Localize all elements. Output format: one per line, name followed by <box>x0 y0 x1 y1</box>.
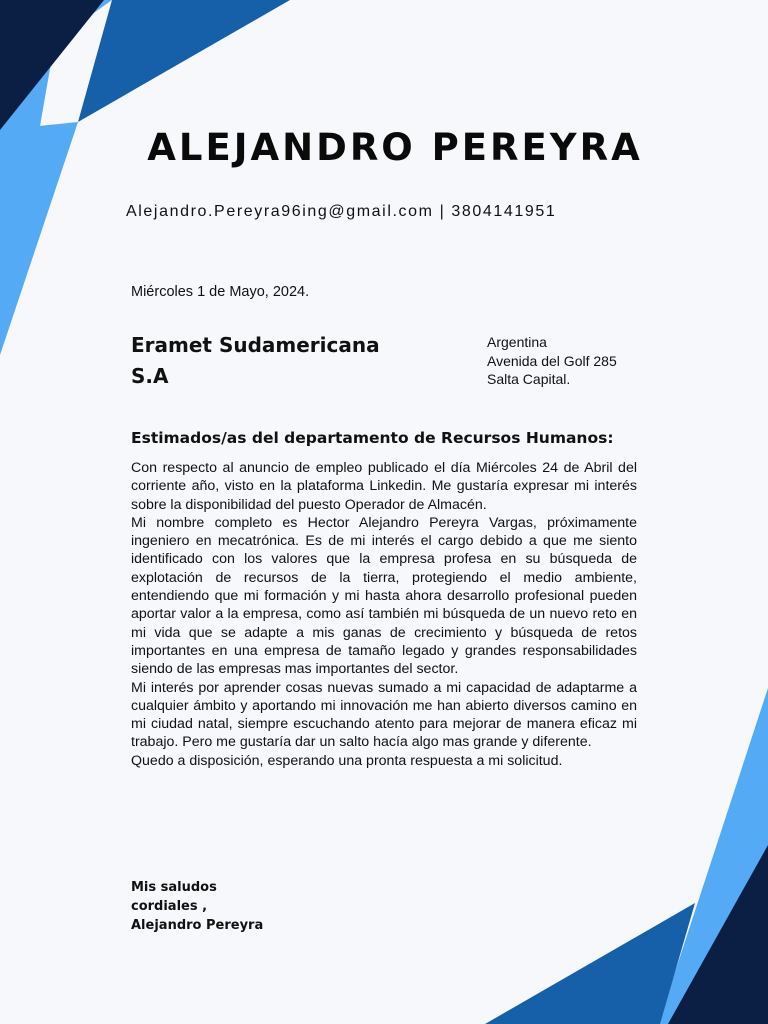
signoff <box>131 878 263 935</box>
body-paragraph: Mi interés por aprender cosas nuevas sumado a mi capacidad de adaptarme a cualquier ámbito y aportando mi innovación me han abierto diversos camino en mi ciudad natal, siempre escuchando atento para mejorar de manera eficaz mi trabajo. Pero me gustaría dar un salto hacía algo mas grande y diferente. <box>131 679 637 751</box>
address-line: Argentina <box>487 334 547 350</box>
applicant-name: ALEJANDRO PEREYRA <box>147 126 643 169</box>
letter-date: Miércoles 1 de Mayo, 2024. <box>131 284 310 300</box>
letter-body <box>131 459 637 770</box>
signoff-line: cordiales , <box>131 899 208 914</box>
company-name-line: S.A <box>131 364 169 388</box>
address-line: Salta Capital. <box>487 371 571 387</box>
company-address <box>487 333 617 389</box>
contact-line: Alejandro.Pereyra96ing@gmail.com | 3804141951 <box>126 203 557 220</box>
body-paragraph: Con respecto al anuncio de empleo publicado el día Miércoles 24 de Abril del corriente año, visto en la plataforma Linkedin. Me gustaría expresar mi interés sobre la disponibilidad del puesto Operador de Almacén. <box>131 460 637 513</box>
body-paragraph: Mi nombre completo es Hector Alejandro Pereyra Vargas, próximamente ingeniero en mecatrónica. Es de mi interés el cargo debido a que me siento identificado con los valores que la empresa profesa en su búsqueda de explotación de recursos de la tierra, protegiendo el medio ambiente, entendiendo que mi formación y mi hasta ahora desarrollo profesional pueden aportar valor a la empresa, como así también mi búsqueda de un nuevo reto en mi vida que se adapte a mis ganas de crecimiento y búsqueda de retos importantes en una empresa de tamaño legado y grandes responsabilidades siendo de las empresas mas importantes del sector. <box>131 514 637 678</box>
top-left-royal-blue-triangle <box>78 0 290 122</box>
salutation: Estimados/as del departamento de Recursos Humanos: <box>131 429 614 447</box>
address-line: Avenida del Golf 285 <box>487 352 617 369</box>
bottom-right-royal-blue-triangle <box>485 903 695 1024</box>
company-name-line: Eramet Sudamericana <box>131 333 380 357</box>
signoff-signature-name: Alejandro Pereyra <box>131 918 264 933</box>
signoff-line: Mis saludos <box>131 880 217 895</box>
body-paragraph: Quedo a disposición, esperando una pronta respuesta a mi solicitud. <box>131 752 563 769</box>
company-name <box>131 330 431 392</box>
